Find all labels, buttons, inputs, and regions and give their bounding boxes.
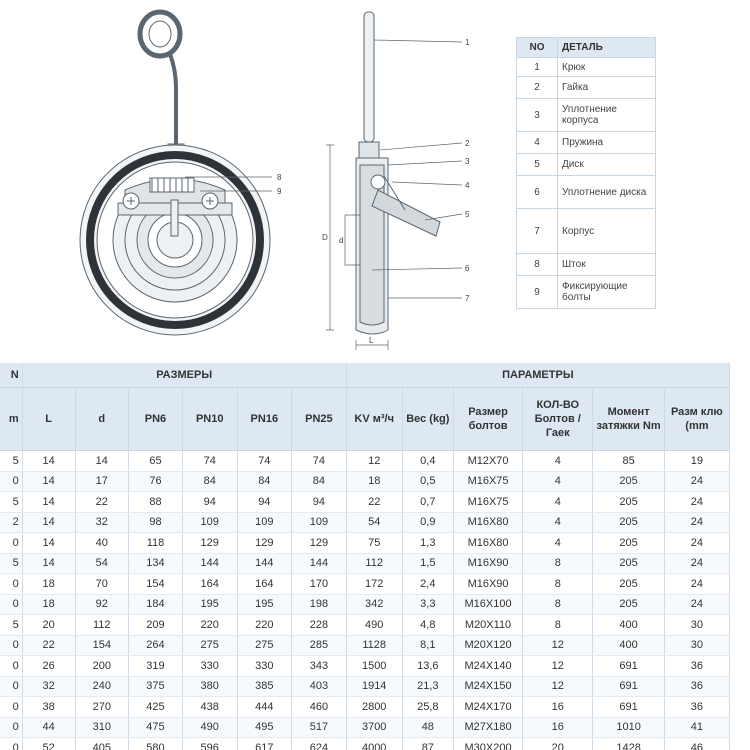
table-cell: 205 xyxy=(593,471,664,492)
parts-row xyxy=(517,254,656,276)
table-cell: 84 xyxy=(237,471,292,492)
callout-6: 6 xyxy=(465,264,470,273)
table-cell: 109 xyxy=(292,512,347,533)
table-cell: 24 xyxy=(664,471,729,492)
callout-9: 9 xyxy=(277,187,282,196)
table-cell: 129 xyxy=(292,533,347,554)
table-cell: 444 xyxy=(237,697,292,718)
table-cell: 198 xyxy=(292,594,347,615)
table-cell: M16X80 xyxy=(453,512,522,533)
table-cell: 20 xyxy=(523,738,593,750)
table-cell: 0 xyxy=(0,656,22,677)
hook-shank xyxy=(170,54,176,145)
table-cell: 144 xyxy=(237,553,292,574)
callout-8: 8 xyxy=(277,173,282,182)
table-cell: 205 xyxy=(593,512,664,533)
table-cell: 403 xyxy=(292,676,347,697)
table-cell: 36 xyxy=(664,656,729,677)
table-cell: 5 xyxy=(0,615,22,636)
table-row xyxy=(0,635,730,656)
table-cell: 172 xyxy=(346,574,402,595)
table-cell: 405 xyxy=(75,738,129,750)
table-cell: 4 xyxy=(523,492,593,513)
table-cell: 109 xyxy=(182,512,237,533)
table-cell: M16X100 xyxy=(453,594,522,615)
table-cell: 22 xyxy=(75,492,129,513)
part-name: Уплотнение корпуса xyxy=(558,99,656,132)
dim-d-label: d xyxy=(339,236,344,245)
table-cell: 184 xyxy=(129,594,183,615)
table-cell: 4000 xyxy=(346,738,402,750)
column-header: Разм клю (mm xyxy=(664,388,729,451)
table-cell: 154 xyxy=(129,574,183,595)
table-cell: 98 xyxy=(129,512,183,533)
table-cell: 330 xyxy=(237,656,292,677)
table-cell: 92 xyxy=(75,594,129,615)
part-no: 5 xyxy=(517,154,558,176)
table-cell: 220 xyxy=(237,615,292,636)
table-row xyxy=(0,738,730,750)
table-cell: 14 xyxy=(22,492,75,513)
table-cell: 36 xyxy=(664,697,729,718)
table-cell: 129 xyxy=(182,533,237,554)
table-cell: 4 xyxy=(523,471,593,492)
dimensions-table-wrap xyxy=(0,363,750,750)
table-cell: 209 xyxy=(129,615,183,636)
table-cell: M12X70 xyxy=(453,451,522,472)
table-row xyxy=(0,492,730,513)
table-cell: M30X200 xyxy=(453,738,522,750)
table-cell: 13,6 xyxy=(402,656,453,677)
table-cell: 0 xyxy=(0,594,22,615)
table-cell: 490 xyxy=(182,717,237,738)
table-cell: 134 xyxy=(129,553,183,574)
part-no: 8 xyxy=(517,254,558,276)
column-header: PN25 xyxy=(292,388,347,451)
table-cell: 30 xyxy=(664,615,729,636)
side-view xyxy=(326,12,462,350)
front-view xyxy=(80,12,272,335)
table-cell: 85 xyxy=(593,451,664,472)
table-cell: 88 xyxy=(129,492,183,513)
table-cell: 44 xyxy=(22,717,75,738)
table-cell: 4 xyxy=(523,533,593,554)
table-cell: 0 xyxy=(0,635,22,656)
group-dn: N xyxy=(0,363,22,388)
table-cell: 94 xyxy=(237,492,292,513)
dim-D-label: D xyxy=(322,233,328,242)
table-cell: 596 xyxy=(182,738,237,750)
table-cell: 170 xyxy=(292,574,347,595)
table-cell: 375 xyxy=(129,676,183,697)
table-cell: 24 xyxy=(664,512,729,533)
callout-3: 3 xyxy=(465,157,470,166)
part-no: 6 xyxy=(517,176,558,209)
table-cell: 94 xyxy=(292,492,347,513)
table-cell: 32 xyxy=(75,512,129,533)
table-cell: 76 xyxy=(129,471,183,492)
table-cell: 84 xyxy=(292,471,347,492)
table-cell: 32 xyxy=(22,676,75,697)
table-row xyxy=(0,656,730,677)
table-cell: 240 xyxy=(75,676,129,697)
callout-4: 4 xyxy=(465,181,470,190)
table-cell: 16 xyxy=(523,717,593,738)
table-cell: 400 xyxy=(593,635,664,656)
side-nut xyxy=(359,142,379,158)
table-cell: 425 xyxy=(129,697,183,718)
callout-7: 7 xyxy=(465,294,470,303)
table-cell: 25,8 xyxy=(402,697,453,718)
table-cell: 14 xyxy=(22,553,75,574)
table-cell: 75 xyxy=(346,533,402,554)
column-header: m xyxy=(0,388,22,451)
table-cell: 14 xyxy=(22,533,75,554)
table-cell: 342 xyxy=(346,594,402,615)
table-cell: 48 xyxy=(402,717,453,738)
part-name: Крюк xyxy=(558,58,656,77)
table-cell: 26 xyxy=(22,656,75,677)
parts-row xyxy=(517,176,656,209)
table-row xyxy=(0,533,730,554)
table-cell: 54 xyxy=(346,512,402,533)
table-cell: 2,4 xyxy=(402,574,453,595)
table-cell: 109 xyxy=(237,512,292,533)
table-cell: 1128 xyxy=(346,635,402,656)
table-cell: 205 xyxy=(593,533,664,554)
table-cell: 21,3 xyxy=(402,676,453,697)
table-cell: 0 xyxy=(0,697,22,718)
table-cell: M16X80 xyxy=(453,533,522,554)
table-cell: 12 xyxy=(346,451,402,472)
parts-row xyxy=(517,77,656,99)
part-name: Шток xyxy=(558,254,656,276)
column-header: Момент затяжки Nm xyxy=(593,388,664,451)
table-cell: 380 xyxy=(182,676,237,697)
dimensions-table xyxy=(0,363,730,750)
table-cell: 74 xyxy=(182,451,237,472)
table-cell: 517 xyxy=(292,717,347,738)
table-cell: 12 xyxy=(523,656,593,677)
table-cell: 475 xyxy=(129,717,183,738)
table-row xyxy=(0,451,730,472)
table-cell: 8 xyxy=(523,574,593,595)
table-cell: 70 xyxy=(75,574,129,595)
table-cell: 1,5 xyxy=(402,553,453,574)
column-header: Размер болтов xyxy=(453,388,522,451)
dimensions-body xyxy=(0,451,730,750)
table-cell: 580 xyxy=(129,738,183,750)
part-no: 9 xyxy=(517,276,558,309)
table-cell: 285 xyxy=(292,635,347,656)
table-cell: 0,7 xyxy=(402,492,453,513)
side-hook xyxy=(364,12,374,142)
table-cell: M20X110 xyxy=(453,615,522,636)
table-cell: 20 xyxy=(22,615,75,636)
table-cell: 4 xyxy=(523,451,593,472)
stem xyxy=(171,200,178,236)
table-cell: M16X75 xyxy=(453,471,522,492)
part-name: Уплотнение диска xyxy=(558,176,656,209)
part-no: 4 xyxy=(517,132,558,154)
table-cell: 154 xyxy=(75,635,129,656)
group-sizes: РАЗМЕРЫ xyxy=(22,363,346,388)
table-cell: 18 xyxy=(346,471,402,492)
table-cell: 5 xyxy=(0,451,22,472)
table-cell: 2800 xyxy=(346,697,402,718)
table-cell: 18 xyxy=(22,594,75,615)
table-cell: 18 xyxy=(22,574,75,595)
table-cell: 38 xyxy=(22,697,75,718)
part-name: Корпус xyxy=(558,209,656,254)
column-header: L xyxy=(22,388,75,451)
table-cell: 8 xyxy=(523,594,593,615)
table-cell: 3,3 xyxy=(402,594,453,615)
parts-header-no: NO xyxy=(517,38,558,58)
table-cell: 84 xyxy=(182,471,237,492)
table-cell: 41 xyxy=(664,717,729,738)
callout-2: 2 xyxy=(465,139,470,148)
parts-header-detail: ДЕТАЛЬ xyxy=(558,38,656,58)
parts-body xyxy=(517,58,656,309)
table-cell: 0,9 xyxy=(402,512,453,533)
part-name: Пружина xyxy=(558,132,656,154)
table-row xyxy=(0,471,730,492)
table-cell: 275 xyxy=(237,635,292,656)
table-cell: M16X90 xyxy=(453,574,522,595)
table-cell: 112 xyxy=(75,615,129,636)
parts-row xyxy=(517,209,656,254)
table-cell: 74 xyxy=(237,451,292,472)
table-cell: 205 xyxy=(593,574,664,595)
table-cell: 0,4 xyxy=(402,451,453,472)
part-name: Гайка xyxy=(558,77,656,99)
table-cell: 205 xyxy=(593,594,664,615)
table-cell: 144 xyxy=(182,553,237,574)
table-cell: 8 xyxy=(523,553,593,574)
table-cell: 310 xyxy=(75,717,129,738)
table-cell: 16 xyxy=(523,697,593,718)
column-header: КОЛ-ВО Болтов / Гаек xyxy=(523,388,593,451)
table-cell: 14 xyxy=(75,451,129,472)
table-cell: 228 xyxy=(292,615,347,636)
table-cell: 40 xyxy=(75,533,129,554)
table-cell: 14 xyxy=(22,451,75,472)
parts-row xyxy=(517,99,656,132)
table-cell: 8,1 xyxy=(402,635,453,656)
table-cell: 24 xyxy=(664,533,729,554)
table-cell: 30 xyxy=(664,635,729,656)
table-cell: 0 xyxy=(0,738,22,750)
table-cell: 94 xyxy=(182,492,237,513)
group-params: ПАРАМЕТРЫ xyxy=(346,363,729,388)
table-cell: 74 xyxy=(292,451,347,472)
table-cell: 343 xyxy=(292,656,347,677)
table-cell: 24 xyxy=(664,594,729,615)
table-row xyxy=(0,594,730,615)
table-cell: 490 xyxy=(346,615,402,636)
parts-row xyxy=(517,276,656,309)
table-cell: 24 xyxy=(664,574,729,595)
column-header: PN6 xyxy=(129,388,183,451)
table-cell: 144 xyxy=(292,553,347,574)
table-cell: 129 xyxy=(237,533,292,554)
table-cell: 624 xyxy=(292,738,347,750)
table-cell: 1914 xyxy=(346,676,402,697)
side-spring xyxy=(371,175,385,189)
parts-row xyxy=(517,132,656,154)
dim-L-label: L xyxy=(369,336,374,345)
table-cell: 0 xyxy=(0,676,22,697)
column-header-row xyxy=(0,388,730,451)
table-cell: M16X75 xyxy=(453,492,522,513)
parts-table xyxy=(516,37,656,309)
table-cell: 87 xyxy=(402,738,453,750)
part-no: 1 xyxy=(517,58,558,77)
table-cell: 112 xyxy=(346,553,402,574)
table-cell: 14 xyxy=(22,512,75,533)
table-cell: 400 xyxy=(593,615,664,636)
table-cell: 12 xyxy=(523,635,593,656)
table-cell: 438 xyxy=(182,697,237,718)
table-cell: 0,5 xyxy=(402,471,453,492)
table-row xyxy=(0,676,730,697)
table-cell: 8 xyxy=(523,615,593,636)
part-no: 3 xyxy=(517,99,558,132)
table-cell: 22 xyxy=(346,492,402,513)
table-cell: M16X90 xyxy=(453,553,522,574)
table-cell: 195 xyxy=(182,594,237,615)
table-cell: 617 xyxy=(237,738,292,750)
spring xyxy=(150,178,194,192)
table-cell: M24X150 xyxy=(453,676,522,697)
table-row xyxy=(0,717,730,738)
part-name: Диск xyxy=(558,154,656,176)
table-cell: 12 xyxy=(523,676,593,697)
table-cell: 691 xyxy=(593,697,664,718)
table-cell: 200 xyxy=(75,656,129,677)
table-cell: M24X170 xyxy=(453,697,522,718)
table-cell: 220 xyxy=(182,615,237,636)
table-cell: 14 xyxy=(22,471,75,492)
parts-row xyxy=(517,154,656,176)
table-cell: 4 xyxy=(523,512,593,533)
column-header: PN16 xyxy=(237,388,292,451)
table-cell: 1010 xyxy=(593,717,664,738)
table-cell: 0 xyxy=(0,717,22,738)
table-cell: 118 xyxy=(129,533,183,554)
table-cell: 275 xyxy=(182,635,237,656)
table-row xyxy=(0,615,730,636)
table-cell: 0 xyxy=(0,471,22,492)
table-cell: 24 xyxy=(664,492,729,513)
table-cell: 164 xyxy=(182,574,237,595)
table-cell: 264 xyxy=(129,635,183,656)
callout-1: 1 xyxy=(465,38,470,47)
table-cell: M20X120 xyxy=(453,635,522,656)
table-cell: 22 xyxy=(22,635,75,656)
table-cell: 65 xyxy=(129,451,183,472)
parts-row xyxy=(517,58,656,77)
table-cell: 3700 xyxy=(346,717,402,738)
table-cell: 1428 xyxy=(593,738,664,750)
table-cell: 330 xyxy=(182,656,237,677)
table-cell: 0 xyxy=(0,533,22,554)
table-row xyxy=(0,553,730,574)
column-header: PN10 xyxy=(182,388,237,451)
callout-5: 5 xyxy=(465,210,470,219)
table-cell: 17 xyxy=(75,471,129,492)
table-cell: 385 xyxy=(237,676,292,697)
table-cell: 691 xyxy=(593,656,664,677)
table-cell: 2 xyxy=(0,512,22,533)
table-cell: 5 xyxy=(0,492,22,513)
table-cell: M24X140 xyxy=(453,656,522,677)
table-cell: 4,8 xyxy=(402,615,453,636)
table-cell: 205 xyxy=(593,492,664,513)
column-header: Вес (kg) xyxy=(402,388,453,451)
table-row xyxy=(0,574,730,595)
table-cell: 164 xyxy=(237,574,292,595)
table-cell: 205 xyxy=(593,553,664,574)
table-cell: 24 xyxy=(664,553,729,574)
table-cell: 195 xyxy=(237,594,292,615)
table-cell: 36 xyxy=(664,676,729,697)
table-cell: 1500 xyxy=(346,656,402,677)
table-cell: 1,3 xyxy=(402,533,453,554)
table-cell: 46 xyxy=(664,738,729,750)
table-cell: 19 xyxy=(664,451,729,472)
part-no: 2 xyxy=(517,77,558,99)
table-cell: 691 xyxy=(593,676,664,697)
table-cell: 495 xyxy=(237,717,292,738)
table-cell: 460 xyxy=(292,697,347,718)
table-row xyxy=(0,697,730,718)
table-cell: 52 xyxy=(22,738,75,750)
table-cell: 0 xyxy=(0,574,22,595)
part-name: Фиксирующие болты xyxy=(558,276,656,309)
column-header: d xyxy=(75,388,129,451)
table-cell: 270 xyxy=(75,697,129,718)
column-header: KV м³/ч xyxy=(346,388,402,451)
part-no: 7 xyxy=(517,209,558,254)
table-cell: 5 xyxy=(0,553,22,574)
table-cell: 54 xyxy=(75,553,129,574)
table-cell: M27X180 xyxy=(453,717,522,738)
table-cell: 319 xyxy=(129,656,183,677)
table-row xyxy=(0,512,730,533)
